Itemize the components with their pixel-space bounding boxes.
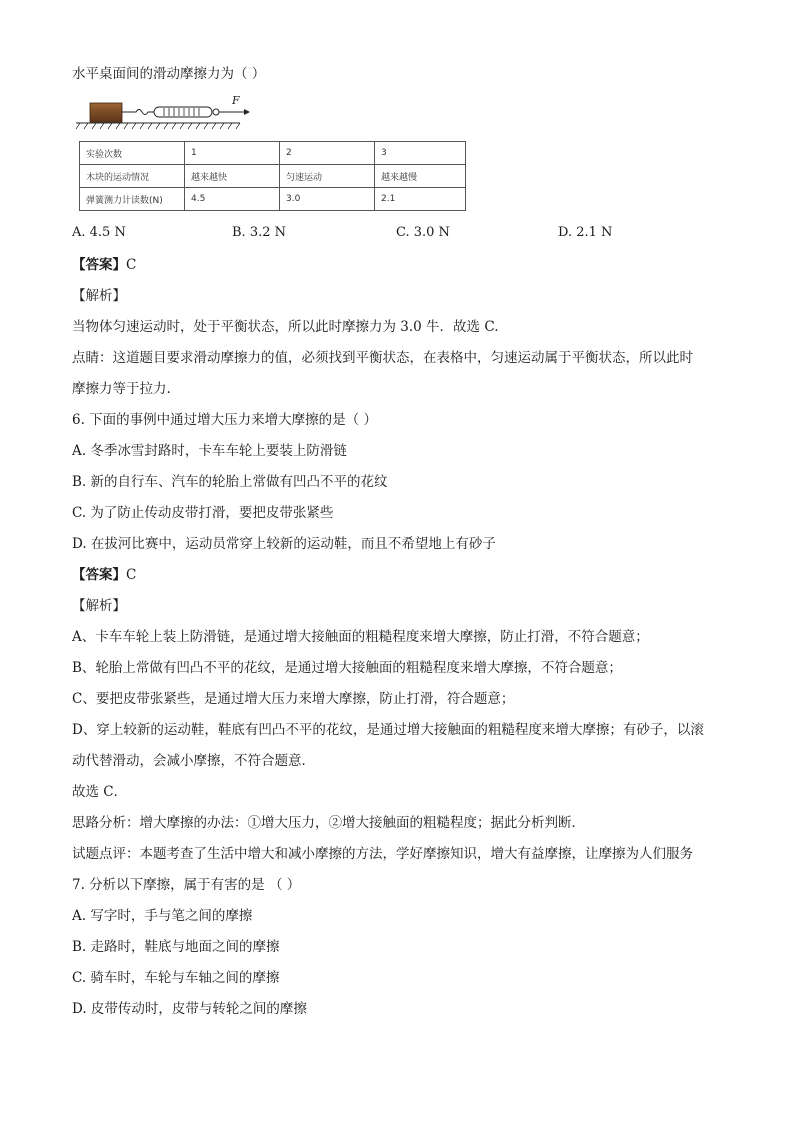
experiment-table (79, 141, 466, 211)
q6-comment: 试题点评：本题考查了生活中增大和减小摩擦的方法，学好摩擦知识，增大有益摩擦，让摩擦为人们服务 (72, 846, 693, 862)
q5-option-c: C. 3.0 N (396, 225, 450, 240)
q7-stem: 7. 分析以下摩擦，属于有害的是 （ ） (72, 877, 301, 893)
q7-option-c: C. 骑车时，车轮与车轴之间的摩擦 (72, 970, 280, 986)
table-cell: 4.5 (185, 188, 280, 211)
table-cell: 2.1 (375, 188, 466, 211)
table-cell: 越来越快 (185, 165, 280, 188)
table-row (80, 142, 466, 165)
table-row (80, 165, 466, 188)
q5-comment-line-2: 摩擦力等于拉力. (72, 381, 171, 397)
table-cell: 1 (185, 142, 280, 165)
q5-analysis-tag: 【解析】 (72, 288, 126, 304)
q5-option-b: B. 3.2 N (232, 225, 286, 240)
q7-option-b: B. 走路时，鞋底与地面之间的摩擦 (72, 939, 280, 955)
spring-scale (154, 107, 212, 117)
q5-stem-tail: 水平桌面间的滑动摩擦力为（ ） (72, 66, 266, 82)
q6-option-b: B. 新的自行车、汽车的轮胎上常做有凹凸不平的花纹 (72, 474, 388, 490)
q5-option-a: A. 4.5 N (72, 225, 126, 240)
q6-option-c: C. 为了防止传动皮带打滑，要把皮带张紧些 (72, 505, 334, 521)
q6-analysis-line: D、穿上较新的运动鞋，鞋底有凹凸不平的花纹，是通过增大接触面的粗糙程度来增大摩擦；有砂子，以滚 (72, 722, 704, 738)
table-cell: 3.0 (280, 188, 375, 211)
q5-comment-line-1: 点睛：这道题目要求滑动摩擦力的值，必须找到平衡状态，在表格中，匀速运动属于平衡状态，所以此时 (72, 350, 693, 366)
q6-option-d: D. 在拔河比赛中，运动员常穿上较新的运动鞋，而且不希望地上有砂子 (72, 536, 496, 552)
q6-analysis-line: C、要把皮带张紧些，是通过增大压力来增大摩擦，防止打滑，符合题意； (72, 691, 515, 707)
table-cell: 匀速运动 (280, 165, 375, 188)
q6-analysis-line: B、轮胎上常做有凹凸不平的花纹，是通过增大接触面的粗糙程度来增大摩擦，不符合题意； (72, 660, 622, 676)
q7-option-a: A. 写字时，手与笔之间的摩擦 (72, 908, 253, 924)
q5-option-d: D. 2.1 N (558, 225, 613, 240)
q6-analysis-tag: 【解析】 (72, 598, 126, 614)
block-spring-diagram (74, 92, 254, 132)
q6-analysis-line: 动代替滑动，会减小摩擦，不符合题意． (72, 753, 315, 769)
q5-analysis: 当物体匀速运动时，处于平衡状态，所以此时摩擦力为 3.0 牛．故选 C. (72, 319, 499, 335)
q6-answer (72, 565, 136, 585)
table-cell: 越来越慢 (375, 165, 466, 188)
q6-stem: 6. 下面的事例中通过增大压力来增大摩擦的是（ ） (72, 412, 377, 428)
wooden-block (90, 103, 122, 122)
answer-value: C (126, 567, 137, 583)
spring-hook (122, 110, 154, 115)
table-cell: 2 (280, 142, 375, 165)
q6-analysis-line: A、卡车车轮上装上防滑链，是通过增大接触面的粗糙程度来增大摩擦，防止打滑，不符合题意； (72, 629, 649, 645)
surface-hatching (76, 123, 240, 129)
force-label: F (232, 94, 240, 107)
q6-approach: 思路分析：增大摩擦的办法：①增大压力，②增大接触面的粗糙程度；据此分析判断． (72, 815, 585, 831)
answer-tag: 【答案】 (72, 567, 126, 583)
table-row (80, 188, 466, 211)
q6-conclusion: 故选 C． (72, 784, 128, 800)
q6-option-a: A. 冬季冰雪封路时，卡车车轮上要装上防滑链 (72, 443, 347, 459)
answer-tag: 【答案】 (72, 257, 126, 273)
table-cell: 弹簧测力计读数(N) (80, 188, 185, 211)
answer-value: C (126, 257, 137, 273)
table-cell: 3 (375, 142, 466, 165)
table-cell: 木块的运动情况 (80, 165, 185, 188)
q7-option-d: D. 皮带传动时，皮带与转轮之间的摩擦 (72, 1001, 307, 1017)
q5-answer (72, 255, 136, 275)
table-cell: 实验次数 (80, 142, 185, 165)
